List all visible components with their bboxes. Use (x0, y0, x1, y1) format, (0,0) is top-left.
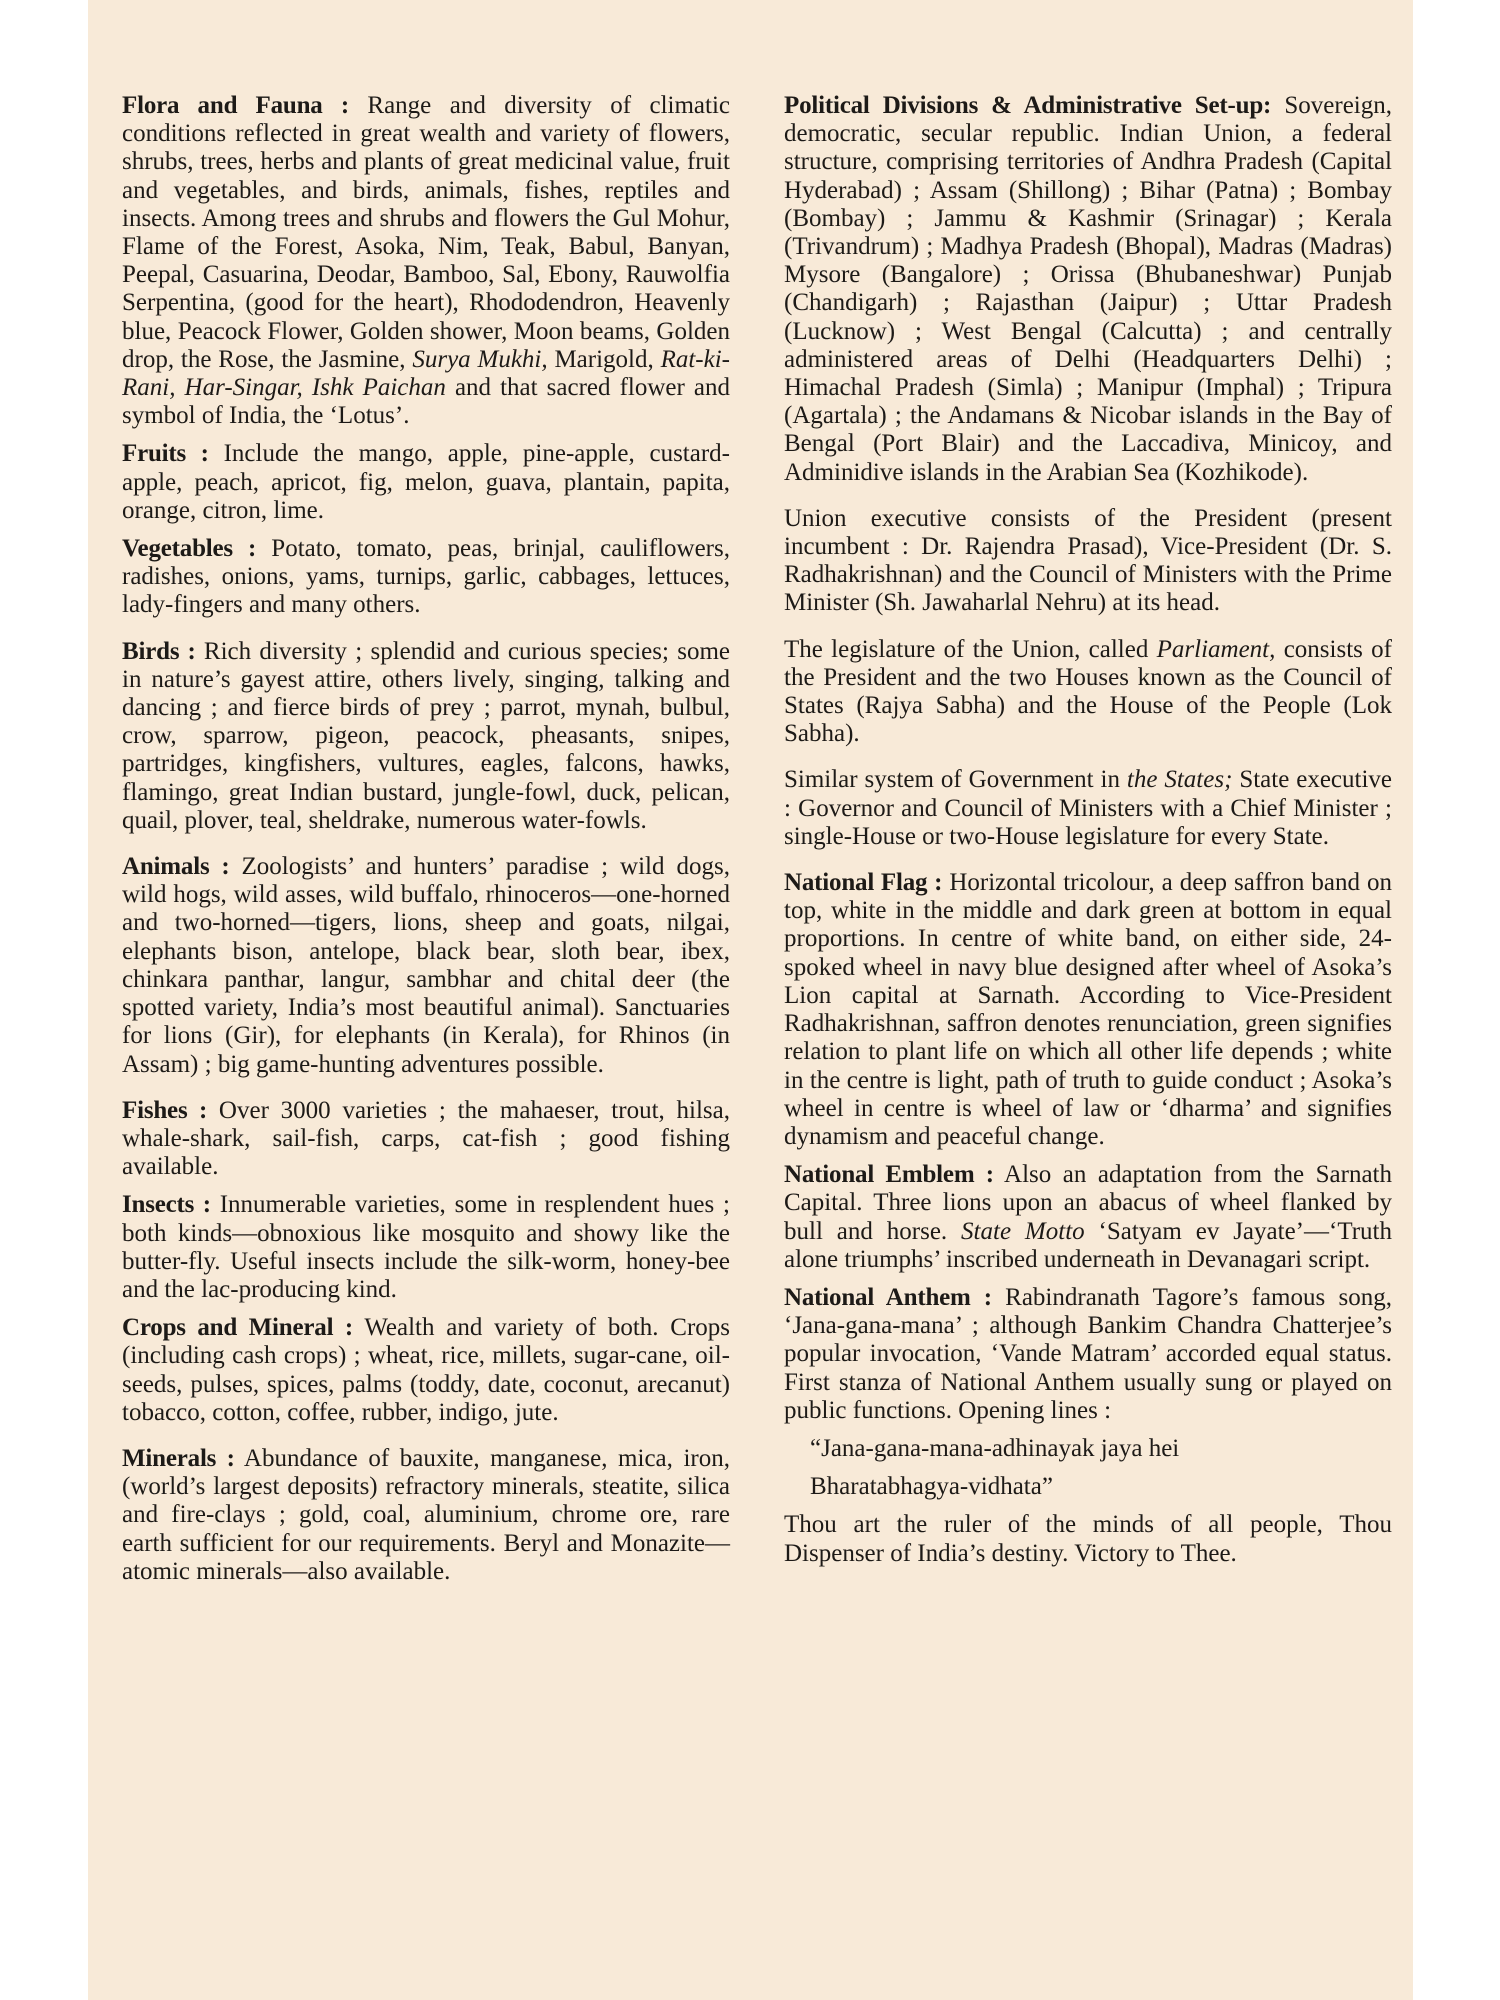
fruits-text: Include the mango, apple, pine-apple, custard-apple, peach, apricot, fig, melon, guava, plantain, papita, orange, citron, lime. (122, 440, 730, 524)
right-column (784, 92, 1392, 1578)
fruits-heading: Fruits : (122, 440, 209, 468)
fishes-paragraph (122, 1097, 730, 1182)
national-emblem-heading: National Emblem : (784, 1161, 994, 1189)
legislature-italic: Parliament, (1156, 635, 1276, 663)
insects-text: Innumerable varieties, some in resplendent hues ; both kinds—obnoxious like mosquito and showy like the butter-fly. Useful insects include the silk-worm, honey-bee and the lac-producing kind. (122, 1191, 730, 1303)
legislature-paragraph (784, 636, 1392, 749)
national-emblem-italic: State Motto (961, 1217, 1085, 1245)
vegetables-heading: Vegetables : (122, 535, 257, 563)
vegetables-text: Potato, tomato, peas, brinjal, cauliflowers, radishes, onions, yams, turnips, garlic, cabbages, lettuces, lady-fingers and many others. (122, 535, 730, 619)
flora-fauna-text-1: Range and diversity of climatic conditions reflected in great wealth and variety of flowers, shrubs, trees, herbs and plants of great medicinal value, fruit and vegetables, and birds, animals, fishes, reptiles and insects. Among trees and shrubs and flowers the Gul Mohur, Flame of the Forest, Asoka, Nim, Teak, Babul, Banyan, Peepal, Casuarina, Deodar, Bamboo, Sal, Ebony, Rauwolfia Serpentina, (good for the heart), Rhododendron, Heavenly blue, Peacock Flower, Golden shower, Moon beams, Golden drop, the Rose, the Jasmine, (122, 92, 730, 373)
anthem-quote-line-1: “Jana-gana-mana-adhinayak jaya hei (810, 1434, 1180, 1462)
states-italic: the States; (1126, 766, 1233, 794)
national-anthem-paragraph (784, 1284, 1392, 1425)
national-emblem-paragraph (784, 1161, 1392, 1274)
political-heading: Political Divisions & Administrative Set-up: (784, 92, 1272, 119)
flora-fauna-italic-1: Surya Mukhi, (412, 345, 548, 373)
fishes-text: Over 3000 varieties ; the mahaeser, trout, hilsa, whale-shark, sail-fish, carps, cat-fish ; good fishing available. (122, 1096, 730, 1181)
flora-fauna-text-3: and that sacred flower and symbol of India, the ‘Lotus’. (122, 374, 730, 430)
insects-paragraph (122, 1191, 730, 1304)
birds-paragraph (122, 638, 730, 835)
flora-fauna-italic-2: Rat-ki-Rani, Har-Singar, Ishk Paichan (122, 345, 730, 402)
birds-heading: Birds : (122, 637, 196, 665)
minerals-paragraph (122, 1445, 730, 1586)
political-paragraph (784, 92, 1392, 487)
national-flag-text: Horizontal tricolour, a deep saffron band on top, white in the middle and dark green at bottom in equal proportions. In centre of white band, on either side, 24-spoked wheel in navy blue designed after wheel of Asoka’s Lion capital at Sarnath. According to Vice-President Radhakrishnan, saffron denotes renunciation, green signifies relation to plant life on which all other life depends ; white in the centre is light, path of truth to guide conduct ; Asoka’s wheel in centre is wheel of law or ‘dharma’ and signifies dynamism and peaceful change. (784, 869, 1393, 1150)
left-column (122, 92, 730, 1596)
union-executive-text: Union executive consists of the President (present incumbent : Dr. Rajendra Prasad), Vice-President (Dr. S. Radhakrishnan) and the Council of Ministers with the Prime Minister (Sh. Jawaharlal Nehru) at its head. (784, 504, 1392, 617)
national-emblem-text-2: ‘Satyam ev Jayate’—‘Truth alone triumphs’ inscribed underneath in Devanagari script. (784, 1217, 1392, 1273)
minerals-heading: Minerals : (122, 1444, 235, 1472)
fruits-paragraph (122, 440, 730, 525)
anthem-quote-line-2: Bharatabhagya-vidhata” (810, 1473, 1053, 1501)
animals-text: Zoologists’ and hunters’ paradise ; wild dogs, wild hogs, wild asses, wild buffalo, rhinoceros—one-horned and two-horned—tigers, lions, sheep and goats, nilgai, elephants bison, antelope, black bear, sloth bear, ibex, chinkara panthar, langur, sambhar and chital deer (the spotted variety, India’s most beautiful animal). Sanctuaries for lions (Gir), for elephants (in Kerala), for Rhinos (in Assam) ; big game-hunting adventures possible. (122, 853, 731, 1078)
crops-paragraph (122, 1314, 730, 1427)
crops-heading: Crops and Mineral : (122, 1314, 354, 1342)
union-executive-paragraph (784, 505, 1392, 618)
national-emblem-text-1: Also an adaptation from the Sarnath Capital. Three lions upon an abacus of wheel flanked by bull and horse. (784, 1161, 1393, 1245)
national-anthem-heading: National Anthem : (784, 1283, 992, 1311)
flora-fauna-paragraph (122, 92, 730, 430)
flora-fauna-heading: Flora and Fauna : (122, 92, 349, 119)
fishes-heading: Fishes : (122, 1096, 208, 1124)
animals-paragraph (122, 853, 730, 1079)
national-flag-paragraph (784, 869, 1392, 1151)
political-text: Sovereign, democratic, secular republic. Indian Union, a federal structure, comprising territories of Andhra Pradesh (Capital Hyderabad) ; Assam (Shillong) ; Bihar (Patna) ; Bombay (Bombay) ; Jammu & Kashmir (Srinagar) ; Kerala (Trivandrum) ; Madhya Pradesh (Bhopal), Madras (Madras) Mysore (Bangalore) ; Orissa (Bhubaneshwar) Punjab (Chandigarh) ; Rajasthan (Jaipur) ; Uttar Pradesh (Lucknow) ; West Bengal (Calcutta) ; and centrally administered areas of Delhi (Headquarters Delhi) ; Himachal Pradesh (Simla) ; Manipur (Imphal) ; Tripura (Agartala) ; the Andamans & Nicobar islands in the Bay of Bengal (Port Blair) and the Laccadiva, Minicoy, and Adminidive islands in the Arabian Sea (Kozhikode). (784, 92, 1392, 486)
vegetables-paragraph (122, 535, 730, 620)
national-flag-heading: National Flag : (784, 869, 943, 897)
birds-text: Rich diversity ; splendid and curious species; some in nature’s gayest attire, others lively, singing, talking and dancing ; and fierce birds of prey ; parrot, mynah, bulbul, crow, sparrow, pigeon, peacock, pheasants, snipes, partridges, kingfishers, vultures, eagles, falcons, hawks, flamingo, great Indian bustard, jungle-fowl, duck, pelican, quail, plover, teal, sheldrake, numerous water-fowls. (122, 637, 731, 834)
legislature-text-2: consists of the President and the two Houses known as the Council of States (Rajya Sabha) and the House of the People (Lok Sabha). (784, 635, 1393, 748)
states-text-2: State executive : Governor and Council of Ministers with a Chief Minister ; single-House or two-House legislature for every State. (784, 766, 1393, 850)
states-paragraph (784, 766, 1392, 851)
anthem-translation: Thou art the ruler of the minds of all people, Thou Dispenser of India’s destiny. Victory to Thee. (784, 1511, 1392, 1567)
national-anthem-text: Rabindranath Tagore’s famous song, ‘Jana-gana-mana’ ; although Bankim Chandra Chatterjee’s popular invocation, ‘Vande Matram’ accorded equal status. First stanza of National Anthem usually sung or played on public functions. Opening lines : (784, 1283, 1392, 1424)
minerals-text: Abundance of bauxite, manganese, mica, iron, (world’s largest deposits) refractory minerals, steatite, silica and fire-clays ; gold, coal, aluminium, chrome ore, rare earth sufficient for our requirements. Beryl and Monazite—atomic minerals—also available. (122, 1444, 730, 1585)
insects-heading: Insects : (122, 1191, 211, 1219)
legislature-text-1: The legislature of the Union, called (784, 635, 1157, 663)
states-text-1: Similar system of Government in (784, 766, 1127, 794)
flora-fauna-text-2: Marigold, (547, 345, 661, 373)
crops-text: Wealth and variety of both. Crops (including cash crops) ; wheat, rice, millets, sugar-cane, oil-seeds, pulses, spices, palms (toddy, date, coconut, arecanut) tobacco, cotton, coffee, rubber, indigo, jute. (122, 1314, 731, 1426)
animals-heading: Animals : (122, 853, 230, 881)
